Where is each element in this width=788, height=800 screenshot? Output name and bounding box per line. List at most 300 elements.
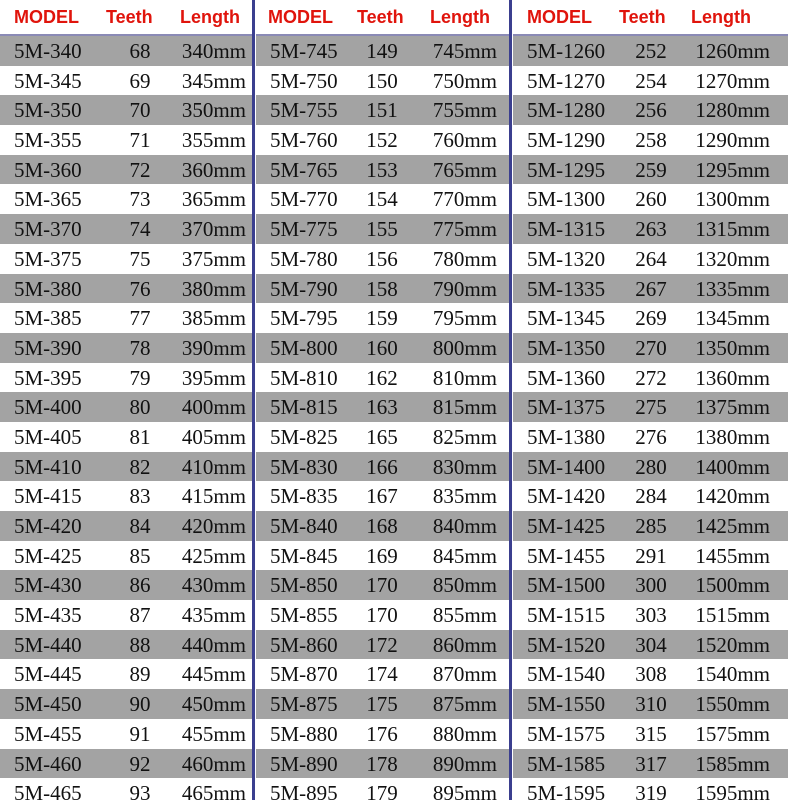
cell-teeth: 165 [366, 424, 398, 449]
cell-model: 5M-760 [270, 128, 338, 153]
cell-teeth: 275 [635, 395, 667, 420]
cell-model: 5M-1315 [527, 217, 606, 242]
cell-length: 385mm [181, 306, 246, 331]
cell-length: 450mm [181, 692, 246, 717]
cell-length: 790mm [432, 276, 497, 301]
cell-length: 860mm [432, 632, 497, 657]
cell-length: 410mm [181, 454, 246, 479]
cell-model: 5M-355 [14, 128, 82, 153]
cell-model: 5M-795 [270, 306, 338, 331]
panel-rows [513, 36, 788, 800]
cell-length: 1420mm [695, 484, 770, 509]
cell-length: 835mm [432, 484, 497, 509]
cell-teeth: 170 [366, 573, 398, 598]
cell-length: 895mm [432, 781, 497, 800]
table-row [256, 749, 509, 779]
cell-teeth: 175 [366, 692, 398, 717]
cell-model: 5M-1550 [527, 692, 606, 717]
table-row [0, 452, 252, 482]
cell-model: 5M-780 [270, 246, 338, 271]
cell-teeth: 73 [129, 187, 151, 212]
cell-model: 5M-1515 [527, 603, 606, 628]
table-row [513, 66, 788, 96]
cell-length: 1500mm [695, 573, 770, 598]
cell-length: 400mm [181, 395, 246, 420]
cell-length: 425mm [181, 543, 246, 568]
cell-length: 1380mm [695, 424, 770, 449]
cell-teeth: 267 [635, 276, 667, 301]
cell-length: 870mm [432, 662, 497, 687]
cell-length: 780mm [432, 246, 497, 271]
cell-model: 5M-390 [14, 335, 82, 360]
cell-model: 5M-385 [14, 306, 82, 331]
cell-teeth: 158 [366, 276, 398, 301]
table-row [256, 214, 509, 244]
cell-teeth: 150 [366, 68, 398, 93]
cell-teeth: 89 [129, 662, 151, 687]
table-row [0, 392, 252, 422]
cell-model: 5M-815 [270, 395, 338, 420]
cell-teeth: 176 [366, 721, 398, 746]
cell-model: 5M-1280 [527, 98, 606, 123]
cell-model: 5M-1345 [527, 306, 606, 331]
cell-length: 1585mm [695, 751, 770, 776]
header-length: Length [691, 7, 751, 27]
cell-model: 5M-1295 [527, 157, 606, 182]
cell-model: 5M-405 [14, 424, 82, 449]
table-row [256, 303, 509, 333]
cell-teeth: 319 [635, 781, 667, 800]
table-row [0, 481, 252, 511]
cell-length: 855mm [432, 603, 497, 628]
cell-length: 760mm [432, 128, 497, 153]
cell-model: 5M-350 [14, 98, 82, 123]
cell-teeth: 82 [129, 454, 151, 479]
column-divider [252, 0, 255, 800]
table-row [256, 630, 509, 660]
cell-model: 5M-400 [14, 395, 82, 420]
table-row [0, 541, 252, 571]
cell-length: 850mm [432, 573, 497, 598]
table-row [256, 155, 509, 185]
table-row [256, 244, 509, 274]
table-row [256, 363, 509, 393]
cell-teeth: 167 [366, 484, 398, 509]
table-row [256, 422, 509, 452]
cell-model: 5M-775 [270, 217, 338, 242]
cell-model: 5M-340 [14, 39, 82, 63]
cell-length: 1320mm [695, 246, 770, 271]
cell-model: 5M-845 [270, 543, 338, 568]
table-row [256, 66, 509, 96]
cell-model: 5M-1380 [527, 424, 606, 449]
table-row [256, 778, 509, 800]
header-teeth: Teeth [106, 7, 153, 27]
table-row [256, 689, 509, 719]
cell-length: 460mm [181, 751, 246, 776]
cell-teeth: 260 [635, 187, 667, 212]
cell-length: 1335mm [695, 276, 770, 301]
table-row [513, 363, 788, 393]
cell-length: 880mm [432, 721, 497, 746]
cell-model: 5M-415 [14, 484, 82, 509]
cell-model: 5M-430 [14, 573, 82, 598]
table-row [513, 214, 788, 244]
cell-length: 840mm [432, 514, 497, 538]
cell-length: 1295mm [695, 157, 770, 182]
cell-length: 775mm [432, 217, 497, 242]
cell-model: 5M-435 [14, 603, 82, 628]
table-row [513, 511, 788, 541]
cell-teeth: 308 [635, 662, 667, 687]
cell-length: 1375mm [695, 395, 770, 420]
table-row [513, 570, 788, 600]
cell-teeth: 75 [129, 246, 151, 271]
header-teeth: Teeth [619, 7, 666, 27]
cell-teeth: 76 [129, 276, 151, 301]
cell-length: 750mm [432, 68, 497, 93]
cell-length: 890mm [432, 751, 497, 776]
cell-length: 375mm [181, 246, 246, 271]
cell-model: 5M-460 [14, 751, 82, 776]
cell-length: 440mm [181, 632, 246, 657]
table-row [513, 659, 788, 689]
table-row [256, 719, 509, 749]
cell-length: 420mm [181, 514, 246, 538]
table-row [513, 274, 788, 304]
table-row [0, 570, 252, 600]
cell-length: 745mm [432, 39, 497, 63]
cell-length: 360mm [181, 157, 246, 182]
cell-teeth: 174 [366, 662, 398, 687]
cell-length: 365mm [181, 187, 246, 212]
cell-model: 5M-360 [14, 157, 82, 182]
table-row [0, 66, 252, 96]
cell-model: 5M-895 [270, 781, 338, 800]
table-panel-right [513, 0, 788, 800]
table-row [513, 630, 788, 660]
cell-length: 845mm [432, 543, 497, 568]
cell-length: 340mm [181, 39, 246, 63]
table-row [513, 749, 788, 779]
table-row [256, 481, 509, 511]
table-row [513, 392, 788, 422]
cell-teeth: 149 [366, 39, 398, 63]
cell-model: 5M-790 [270, 276, 338, 301]
cell-teeth: 81 [129, 424, 151, 449]
cell-teeth: 87 [129, 603, 151, 628]
table-row [0, 600, 252, 630]
cell-length: 345mm [181, 68, 246, 93]
table-row [513, 422, 788, 452]
cell-teeth: 156 [366, 246, 398, 271]
table-row [513, 600, 788, 630]
cell-teeth: 259 [635, 157, 667, 182]
cell-model: 5M-375 [14, 246, 82, 271]
cell-length: 755mm [432, 98, 497, 123]
cell-model: 5M-765 [270, 157, 338, 182]
table-row [256, 600, 509, 630]
table-row [513, 452, 788, 482]
cell-length: 355mm [181, 128, 246, 153]
cell-model: 5M-465 [14, 781, 82, 800]
cell-model: 5M-1500 [527, 573, 606, 598]
cell-length: 405mm [181, 424, 246, 449]
table-header [256, 0, 509, 36]
cell-length: 815mm [432, 395, 497, 420]
cell-length: 800mm [432, 335, 497, 360]
cell-length: 430mm [181, 573, 246, 598]
cell-model: 5M-450 [14, 692, 82, 717]
cell-model: 5M-410 [14, 454, 82, 479]
cell-model: 5M-835 [270, 484, 338, 509]
cell-length: 1315mm [695, 217, 770, 242]
cell-model: 5M-440 [14, 632, 82, 657]
cell-length: 395mm [181, 365, 246, 390]
table-row [256, 274, 509, 304]
table-row [0, 689, 252, 719]
cell-model: 5M-1290 [527, 128, 606, 153]
cell-teeth: 93 [129, 781, 151, 800]
table-row [0, 630, 252, 660]
table-row [0, 422, 252, 452]
cell-length: 1425mm [695, 514, 770, 538]
cell-model: 5M-425 [14, 543, 82, 568]
table-row [513, 155, 788, 185]
cell-teeth: 166 [366, 454, 398, 479]
cell-length: 1540mm [695, 662, 770, 687]
cell-model: 5M-830 [270, 454, 338, 479]
table-row [513, 719, 788, 749]
cell-length: 435mm [181, 603, 246, 628]
cell-teeth: 162 [366, 365, 398, 390]
cell-model: 5M-395 [14, 365, 82, 390]
header-length: Length [430, 7, 490, 27]
cell-length: 455mm [181, 721, 246, 746]
cell-model: 5M-455 [14, 721, 82, 746]
cell-length: 390mm [181, 335, 246, 360]
cell-model: 5M-810 [270, 365, 338, 390]
header-length: Length [180, 7, 240, 27]
table-row [513, 36, 788, 66]
cell-teeth: 285 [635, 514, 667, 538]
cell-model: 5M-1360 [527, 365, 606, 390]
cell-model: 5M-380 [14, 276, 82, 301]
table-row [513, 333, 788, 363]
cell-length: 1550mm [695, 692, 770, 717]
cell-model: 5M-840 [270, 514, 338, 538]
cell-model: 5M-1420 [527, 484, 606, 509]
cell-length: 795mm [432, 306, 497, 331]
cell-teeth: 264 [635, 246, 667, 271]
cell-model: 5M-1260 [527, 39, 606, 63]
table-row [0, 659, 252, 689]
cell-teeth: 178 [366, 751, 398, 776]
header-model: MODEL [527, 7, 592, 27]
cell-teeth: 88 [129, 632, 151, 657]
cell-length: 1300mm [695, 187, 770, 212]
cell-teeth: 72 [129, 157, 151, 182]
table-panel-middle [256, 0, 509, 800]
cell-teeth: 168 [366, 514, 398, 538]
table-row [513, 778, 788, 800]
cell-model: 5M-1400 [527, 454, 606, 479]
table-row [256, 452, 509, 482]
cell-length: 465mm [181, 781, 246, 800]
table-row [0, 511, 252, 541]
cell-model: 5M-445 [14, 662, 82, 687]
cell-length: 810mm [432, 365, 497, 390]
cell-teeth: 272 [635, 365, 667, 390]
cell-teeth: 317 [635, 751, 667, 776]
header-model: MODEL [268, 7, 333, 27]
cell-teeth: 79 [129, 365, 151, 390]
cell-length: 1290mm [695, 128, 770, 153]
table-row [0, 184, 252, 214]
cell-teeth: 254 [635, 68, 667, 93]
cell-teeth: 284 [635, 484, 667, 509]
cell-length: 830mm [432, 454, 497, 479]
cell-model: 5M-825 [270, 424, 338, 449]
cell-teeth: 84 [129, 514, 151, 538]
table-row [513, 481, 788, 511]
cell-teeth: 163 [366, 395, 398, 420]
cell-teeth: 310 [635, 692, 667, 717]
cell-length: 1455mm [695, 543, 770, 568]
cell-length: 415mm [181, 484, 246, 509]
cell-teeth: 263 [635, 217, 667, 242]
cell-length: 875mm [432, 692, 497, 717]
table-row [256, 659, 509, 689]
cell-teeth: 86 [129, 573, 151, 598]
cell-model: 5M-770 [270, 187, 338, 212]
cell-length: 350mm [181, 98, 246, 123]
table-row [0, 719, 252, 749]
cell-model: 5M-1300 [527, 187, 606, 212]
cell-length: 770mm [432, 187, 497, 212]
cell-length: 1270mm [695, 68, 770, 93]
cell-teeth: 315 [635, 721, 667, 746]
table-row [513, 184, 788, 214]
cell-model: 5M-890 [270, 751, 338, 776]
cell-teeth: 276 [635, 424, 667, 449]
table-row [0, 95, 252, 125]
cell-teeth: 151 [366, 98, 398, 123]
table-header [0, 0, 252, 36]
cell-teeth: 77 [129, 306, 151, 331]
header-model: MODEL [14, 7, 79, 27]
cell-length: 380mm [181, 276, 246, 301]
table-row [0, 274, 252, 304]
cell-teeth: 70 [129, 98, 151, 123]
table-row [513, 303, 788, 333]
cell-length: 1345mm [695, 306, 770, 331]
table-row [0, 125, 252, 155]
cell-model: 5M-860 [270, 632, 338, 657]
cell-teeth: 256 [635, 98, 667, 123]
table-row [256, 95, 509, 125]
cell-length: 1360mm [695, 365, 770, 390]
table-row [0, 244, 252, 274]
cell-model: 5M-875 [270, 692, 338, 717]
table-row [0, 333, 252, 363]
column-divider [509, 0, 512, 800]
cell-teeth: 71 [129, 128, 151, 153]
table-row [0, 303, 252, 333]
table-row [513, 541, 788, 571]
table-row [256, 392, 509, 422]
table-row [0, 749, 252, 779]
cell-model: 5M-850 [270, 573, 338, 598]
cell-teeth: 159 [366, 306, 398, 331]
cell-teeth: 291 [635, 543, 667, 568]
cell-model: 5M-1540 [527, 662, 606, 687]
cell-teeth: 154 [366, 187, 398, 212]
cell-model: 5M-1425 [527, 514, 606, 538]
cell-teeth: 69 [129, 68, 151, 93]
cell-teeth: 78 [129, 335, 151, 360]
table-row [256, 125, 509, 155]
cell-length: 1520mm [695, 632, 770, 657]
cell-length: 1400mm [695, 454, 770, 479]
cell-model: 5M-1270 [527, 68, 606, 93]
cell-teeth: 68 [129, 39, 151, 63]
cell-length: 1350mm [695, 335, 770, 360]
cell-model: 5M-745 [270, 39, 338, 63]
cell-length: 1260mm [695, 39, 770, 63]
cell-model: 5M-420 [14, 514, 82, 538]
cell-model: 5M-755 [270, 98, 338, 123]
cell-model: 5M-1575 [527, 721, 606, 746]
cell-model: 5M-800 [270, 335, 338, 360]
panel-rows [0, 36, 252, 800]
table-row [256, 36, 509, 66]
cell-model: 5M-1335 [527, 276, 606, 301]
cell-length: 825mm [432, 424, 497, 449]
cell-teeth: 85 [129, 543, 151, 568]
cell-teeth: 152 [366, 128, 398, 153]
cell-teeth: 80 [129, 395, 151, 420]
cell-teeth: 74 [129, 217, 151, 242]
cell-model: 5M-870 [270, 662, 338, 687]
table-row [513, 95, 788, 125]
cell-teeth: 92 [129, 751, 151, 776]
cell-model: 5M-1320 [527, 246, 606, 271]
cell-length: 1280mm [695, 98, 770, 123]
cell-model: 5M-855 [270, 603, 338, 628]
cell-model: 5M-365 [14, 187, 82, 212]
cell-model: 5M-1350 [527, 335, 606, 360]
table-row [513, 125, 788, 155]
table-row [256, 333, 509, 363]
cell-teeth: 160 [366, 335, 398, 360]
table-row [0, 155, 252, 185]
cell-model: 5M-370 [14, 217, 82, 242]
cell-model: 5M-880 [270, 721, 338, 746]
cell-length: 445mm [181, 662, 246, 687]
cell-teeth: 269 [635, 306, 667, 331]
cell-teeth: 91 [129, 721, 151, 746]
table-row [256, 184, 509, 214]
table-row [0, 778, 252, 800]
cell-teeth: 258 [635, 128, 667, 153]
table-row [0, 363, 252, 393]
cell-teeth: 252 [635, 39, 667, 63]
table-row [256, 511, 509, 541]
cell-teeth: 83 [129, 484, 151, 509]
cell-model: 5M-1585 [527, 751, 606, 776]
table-row [513, 244, 788, 274]
